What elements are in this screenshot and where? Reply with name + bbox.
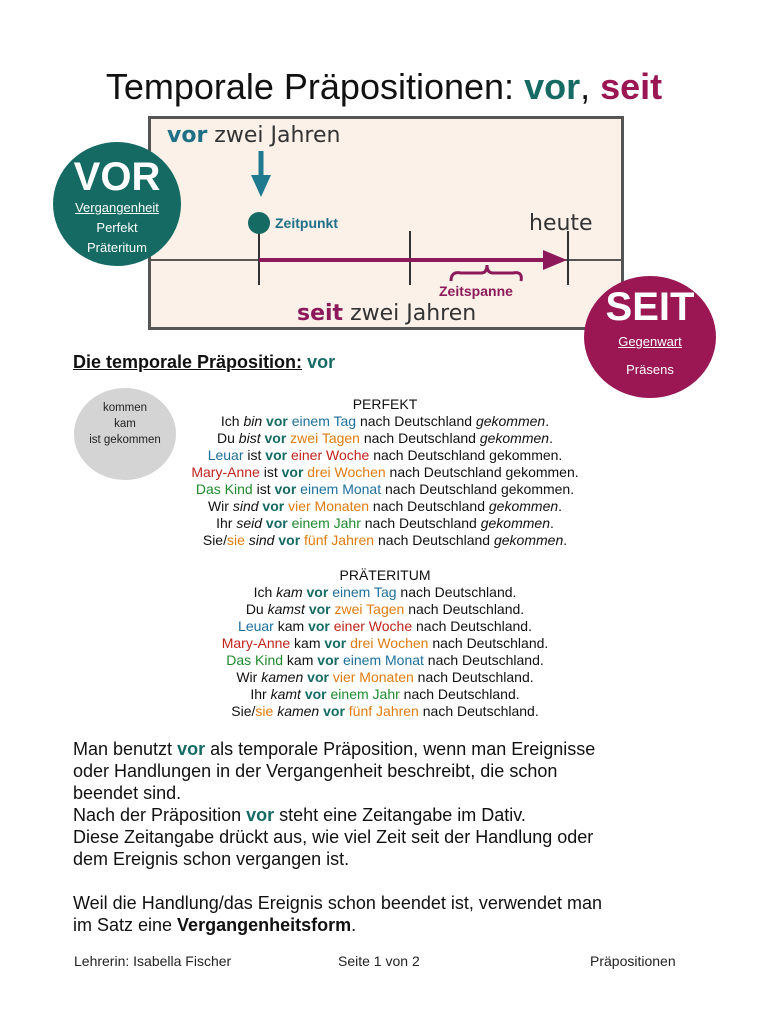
heading-vor: vor [307,352,336,372]
conclusion-line: Weil die Handlung/das Ereignis schon beendet ist, verwendet man [73,893,602,913]
perfekt-row: Sie/sie sind vor fünf Jahren nach Deutschland gekommen. [202,532,568,548]
explanation-paragraph [73,738,713,870]
explanation-line: dem Ereignis schon vergangen ist. [73,849,350,869]
perfekt-row: Wir sind vor vier Monaten nach Deutschland gekommen. [207,498,563,514]
verb-form-infinitiv: kommen [102,402,148,414]
seit-circle [584,276,716,398]
vor-circle-praeteritum: Präteritum [87,240,147,255]
zeitpunkt-label: Zeitpunkt [275,215,338,231]
seit-circle-praesens: Präsens [626,362,674,377]
praeteritum-examples [150,567,620,720]
vor-circle-perfekt: Perfekt [96,220,138,235]
footer-topic: Präpositionen [590,953,676,969]
praeteritum-row: Ihr kamt vor einem Jahr nach Deutschland. [250,686,520,702]
timeline-diagram [148,116,624,330]
vor-arrowhead [251,175,271,197]
footer-teacher: Lehrerin: Isabella Fischer [74,953,232,969]
diagram-seit-word: seit [297,301,344,326]
diagram-vor-rest: zwei Jahren [207,123,341,148]
explanation-line: Man benutzt vor als temporale Präposition, wenn man Ereignisse [73,739,596,759]
verb-form-perfekt: ist gekommen [89,434,161,446]
perfekt-row: Mary-Anne ist vor drei Wochen nach Deutschland gekommen. [191,464,579,480]
vor-circle-title: VOR [73,155,161,199]
verb-form-praeteritum: kam [114,418,136,430]
diagram-seit-label [297,301,476,326]
vor-circle-vergangenheit: Vergangenheit [75,200,159,215]
explanation-line: Diese Zeitangabe drückt aus, wie viel Zeit seit der Handlung oder [73,827,594,847]
footer-page-number: Seite 1 von 2 [338,953,420,969]
praeteritum-row: Mary-Anne kam vor drei Wochen nach Deutschland. [221,635,549,651]
heading-text: Die temporale Präposition: [73,352,303,372]
title-vor: vor [524,66,581,107]
conclusion-line: im Satz eine Vergangenheitsform. [73,915,357,935]
heute-label: heute [529,211,593,236]
zeitspanne-arrowhead [543,250,567,270]
perfekt-row: Ich bin vor einem Tag nach Deutschland gekommen. [220,413,550,429]
title-comma: , [580,66,601,107]
perfekt-examples [150,396,620,549]
explanation-line: Nach der Präposition vor steht eine Zeitangabe im Dativ. [73,805,526,825]
praeteritum-row: Leuar kam vor einer Woche nach Deutschland. [238,618,532,634]
conclusion-paragraph [73,892,713,936]
seit-circle-title: SEIT [605,285,695,329]
explanation-line: oder Handlungen in der Vergangenheit beschreibt, die schon [73,761,558,781]
praeteritum-title: PRÄTERITUM [339,567,431,583]
perfekt-title: PERFEKT [352,396,418,412]
page-title [0,66,768,108]
section-heading [73,352,335,373]
perfekt-row: Ihr seid vor einem Jahr nach Deutschland gekommen. [216,515,554,531]
perfekt-row: Das Kind ist vor einem Monat nach Deutschland gekommen. [195,481,575,497]
praeteritum-row: Das Kind kam vor einem Monat nach Deutschland. [226,652,544,668]
seit-circle-gegenwart: Gegenwart [618,334,682,349]
title-text: Temporale Präpositionen: [105,66,525,107]
title-seit: seit [600,66,663,107]
perfekt-row: Du bist vor zwei Tagen nach Deutschland gekommen. [217,430,553,446]
perfekt-row: Leuar ist vor einer Woche nach Deutschland gekommen. [207,447,563,463]
praeteritum-row: Sie/sie kamen vor fünf Jahren nach Deutschland. [231,703,539,719]
praeteritum-row: Du kamst vor zwei Tagen nach Deutschland. [245,601,525,617]
vor-circle [53,142,181,266]
praeteritum-row: Wir kamen vor vier Monaten nach Deutschland. [236,669,534,685]
zeitspanne-label: Zeitspanne [439,283,513,299]
diagram-vor-word: vor [167,123,208,148]
explanation-line: beendet sind. [73,783,182,803]
diagram-seit-rest: zwei Jahren [343,301,477,326]
zeitspanne-brace [451,265,521,281]
praeteritum-row: Ich kam vor einem Tag nach Deutschland. [253,584,517,600]
zeitpunkt-dot [248,212,270,234]
diagram-vor-label [167,123,340,148]
